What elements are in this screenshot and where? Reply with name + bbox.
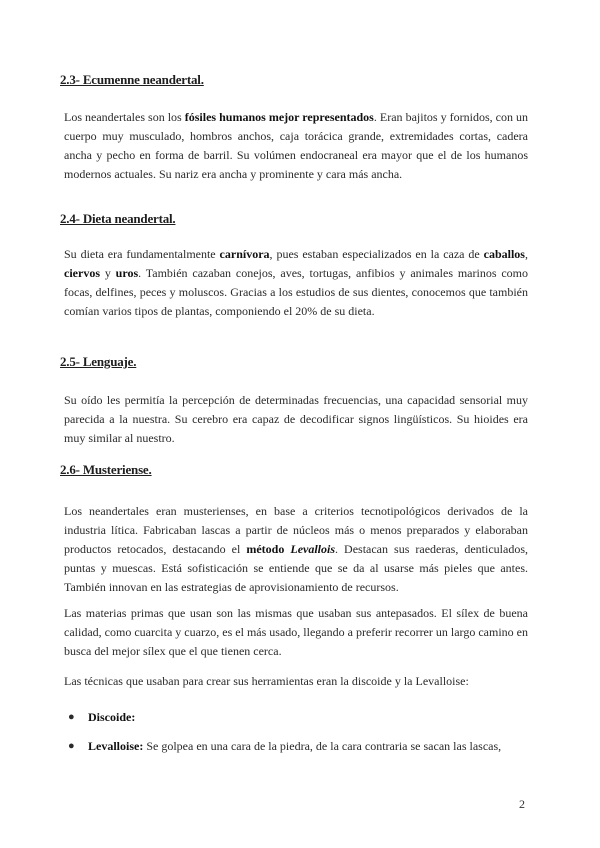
bold-term: carnívora bbox=[219, 247, 270, 261]
text-run: Su oído les permitía la percepción de determinadas frecuencias, una capacidad sensorial muy parecida a la nuestra. Su cerebro era capaz de decodificar signos lingüísticos. Su hioides era muy similar al nuestro. bbox=[64, 393, 528, 445]
bold-term: fósiles humanos mejor representados bbox=[184, 110, 374, 124]
text-run: y bbox=[99, 266, 116, 280]
paragraph-musteriense-2: Las materias primas que usan son las mismas que usaban sus antepasados. El sílex de buena calidad, como cuarcita y cuarzo, es el más usado, llegando a preferir recorrer un largo camino en busca del mejor sílex que el que tienen cerca. bbox=[64, 606, 528, 658]
text-run: , pues estaban especializados en la caza de bbox=[269, 247, 484, 261]
text-run: . También cazaban conejos, aves, tortugas, anfibios y animales marinos como focas, delfines, peces y moluscos. Gracias a los estudios de sus dientes, conocemos que también comían varios tipos de plantas, componiendo el 20% de su dieta. bbox=[64, 266, 529, 318]
bullet-dot-icon: ● bbox=[68, 711, 75, 723]
bold-term: método bbox=[246, 542, 291, 556]
paragraph-dieta bbox=[64, 245, 528, 321]
bold-italic-term: Levallois bbox=[290, 542, 336, 556]
text-run: Su dieta era fundamentalmente bbox=[64, 247, 220, 261]
paragraph-musteriense-3: Las técnicas que usaban para crear sus herramientas eran la discoide y la Levalloise: bbox=[64, 674, 469, 688]
text-run: , bbox=[524, 247, 528, 261]
bold-term: ciervos bbox=[64, 266, 100, 280]
text-run: . Eran bajitos y fornidos, con un cuerpo muy musculado, hombros anchos, caja torácica grande, extremidades cortas, cadera ancha y pecho en forma de barril. Su volúmen endocraneal era mayor que el de los humanos modernos actuales. Su nariz era ancha y prominente y cara más ancha. bbox=[64, 110, 529, 181]
bullet-label: Levalloise: bbox=[88, 739, 144, 753]
section-heading-lenguaje: 2.5- Lenguaje. bbox=[60, 354, 137, 369]
paragraph-musteriense-1 bbox=[64, 502, 528, 597]
text-run: . Destacan sus raederas, denticulados, puntas y muescas. Está sofisticación se entiende que se da al usarse más pieles que antes. También innovan en las estrategias de aprovisionamiento de recursos. bbox=[64, 542, 529, 594]
bold-term: caballos bbox=[483, 247, 525, 261]
bullet-dot-icon: ● bbox=[68, 740, 75, 752]
bullet-item-discoide bbox=[68, 708, 528, 727]
text-run: Los neandertales son los bbox=[64, 110, 185, 124]
page-number: 2 bbox=[519, 797, 525, 811]
text-run: Los neandertales eran musterienses, en base a criterios tecnotipológicos derivados de la industria lítica. Fabricaban lascas a partir de núcleos más o menos preparados y elaboraban productos retocados, destacando el bbox=[64, 504, 528, 556]
paragraph-ecumene bbox=[64, 108, 528, 184]
bullet-item-levalloise bbox=[68, 737, 528, 756]
section-heading-ecumene: 2.3- Ecumenne neandertal. bbox=[60, 72, 204, 87]
bullet-label: Discoide: bbox=[88, 710, 136, 724]
bold-term: uros bbox=[115, 266, 139, 280]
bullet-text: Se golpea en una cara de la piedra, de la cara contraria se sacan las lascas, bbox=[143, 739, 502, 753]
section-heading-dieta: 2.4- Dieta neandertal. bbox=[60, 211, 176, 226]
paragraph-lenguaje bbox=[64, 391, 528, 448]
section-heading-musteriense: 2.6- Musteriense. bbox=[60, 462, 152, 477]
